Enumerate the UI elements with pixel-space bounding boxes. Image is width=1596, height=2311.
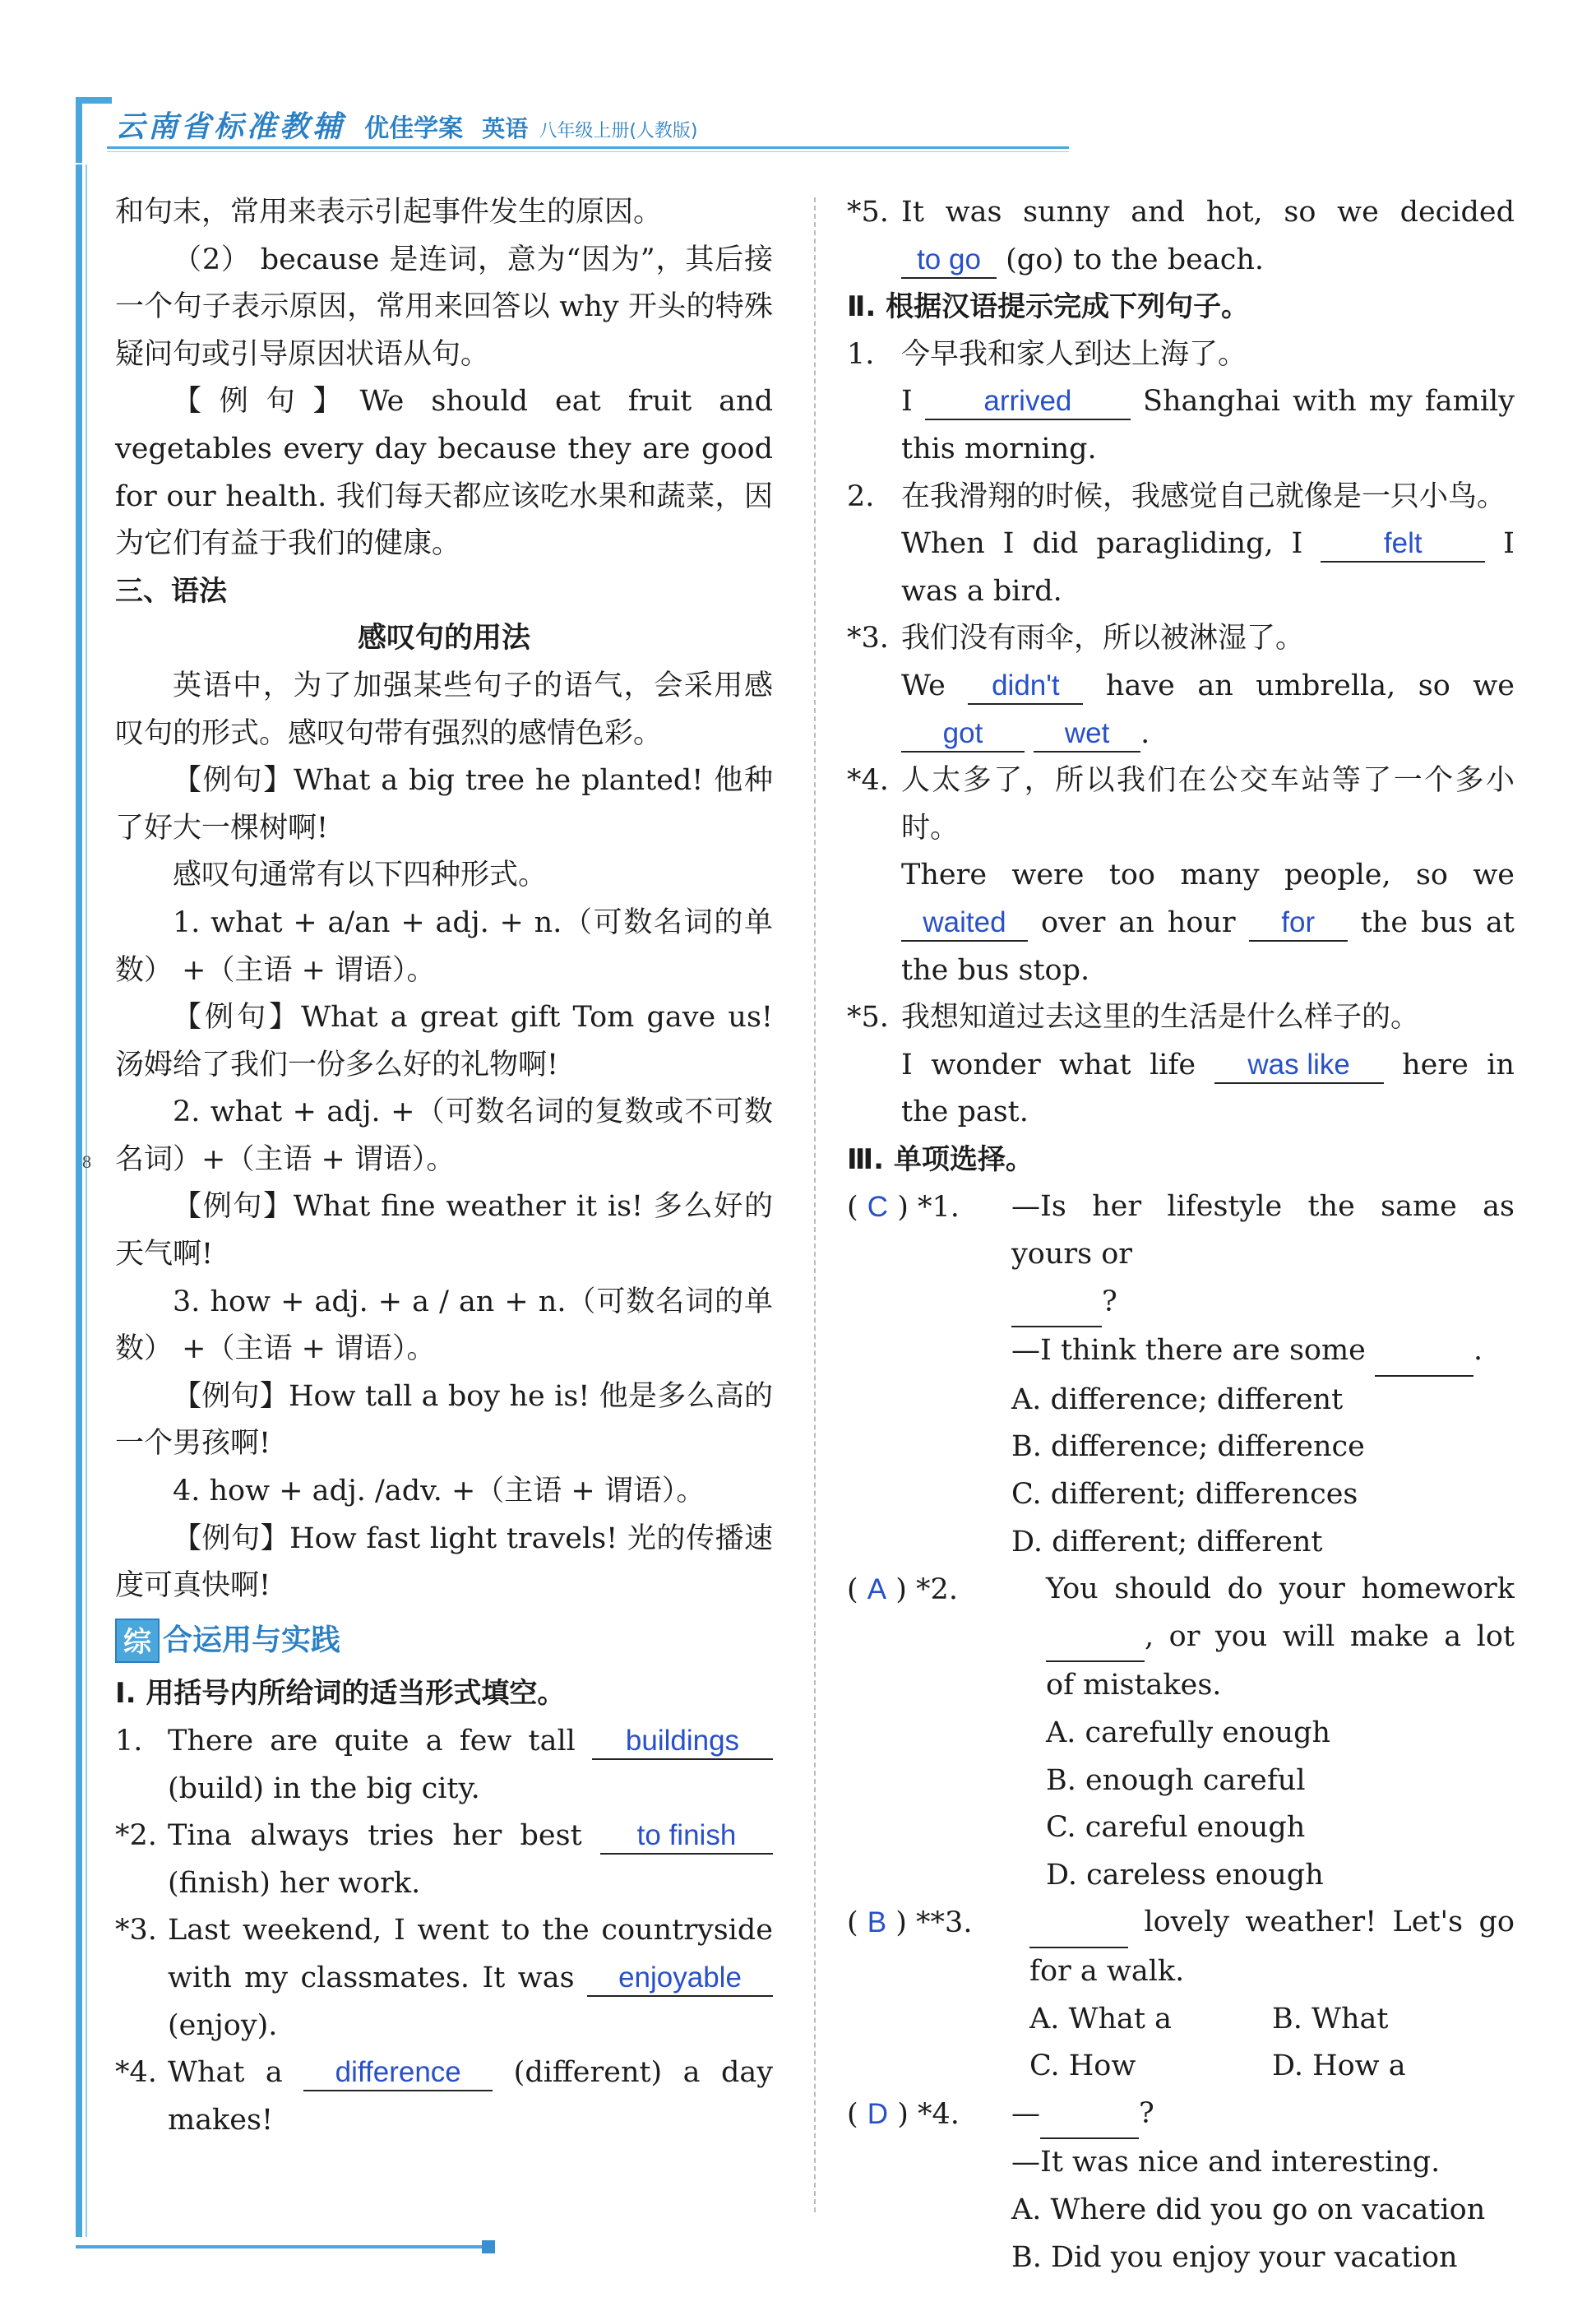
option[interactable]: D. careless enough [1046,1858,1324,1892]
formula: 2. what + adj. +（可数名词的复数或不可数名词）+（主语 + 谓语）。 [115,1095,773,1176]
question-number: *4. [847,764,889,798]
section-heading: 三、语法 [115,574,227,608]
paragraph: 感叹句通常有以下四种形式。 [173,859,548,892]
option[interactable]: D. different; different [1011,1525,1323,1558]
question-text: —Is her lifestyle the same as yours or [1011,1190,1515,1271]
question-text: the bus at the bus stop. [901,905,1515,987]
option[interactable]: B. enough careful [1046,1763,1306,1797]
question-number: *4. [917,2097,960,2131]
answer-blank[interactable]: waited [901,905,1028,942]
question-text: —I think there are some [1011,1334,1366,1368]
question-text: — [1011,2096,1040,2130]
bottom-rule [76,2245,485,2248]
option[interactable]: A. What a [1029,2002,1172,2035]
part-heading: Ⅱ. 根据汉语提示完成下列句子。 [847,290,1250,324]
answer-blank[interactable]: to go [901,243,997,279]
mc-question [847,2091,1515,2281]
question-text: have an umbrella, so we [1105,669,1515,702]
question-number: *2. [115,1819,157,1853]
question-number: *3. [115,1914,157,1947]
frame-corner [76,97,112,163]
column-divider [814,197,816,2212]
question-text: here in the past. [901,1048,1515,1129]
answer-blank[interactable]: was like [1214,1048,1384,1084]
question-text: Tina always tries her best [168,1819,582,1853]
mc-question [847,1566,1515,1899]
question-text: (build) in the big city. [168,1771,480,1805]
mc-prefix: ( D ) *4. [847,2097,960,2131]
question-number: *3. [847,622,889,655]
chinese-prompt: 今早我和家人到达上海了。 [901,337,1247,371]
option[interactable]: C. different; differences [1011,1478,1358,1512]
example-paragraph: 【例句】What a big tree he planted! 他种了好大一棵树啊! [115,764,773,845]
stem-blank [1375,1327,1473,1377]
question [847,615,1515,757]
stem-blank [1046,1614,1145,1663]
question [847,189,1515,284]
question [115,2049,773,2144]
chinese-prompt: 人太多了，所以我们在公交车站等了一个多小时。 [901,764,1515,845]
paragraph: 英语中，为了加强某些句子的语气，会采用感叹句的形式。感叹句带有强烈的感情色彩。 [115,669,773,750]
question-text: I wonder what life [901,1048,1196,1081]
header-rule-thin [107,151,1069,152]
mc-prefix: ( B ) **3. [847,1906,973,1940]
mc-prefix: ( A ) *2. [847,1573,958,1607]
part-heading: Ⅰ. 用括号内所给词的适当形式填空。 [115,1677,566,1711]
option[interactable]: C. careful enough [1046,1811,1306,1845]
brand-name: 优佳学案 [364,114,464,143]
mc-prefix: ( C ) *1. [847,1191,960,1225]
question-number: 2. [847,479,875,513]
option[interactable]: B. Did you enjoy your vacation [1011,2240,1458,2274]
answer-blank[interactable]: didn't [968,669,1083,705]
option-row [1029,2043,1515,2091]
example-paragraph: 【例句】What fine weather it is! 多么好的天气啊! [115,1190,773,1271]
question-text: —It was nice and interesting. [1011,2146,1441,2179]
question-text: (enjoy). [168,2008,278,2042]
question-text: over an hour [1041,905,1236,939]
mc-answer[interactable]: D [867,2097,889,2130]
stem-blank [1029,1899,1128,1948]
option-row [1029,1996,1515,2044]
answer-blank[interactable]: buildings [592,1724,773,1760]
chinese-prompt: 在我滑翔的时候，我感觉自己就像是一只小鸟。 [901,479,1506,513]
mc-question [847,1899,1515,2090]
side-bar [76,164,82,2237]
question [847,331,1515,474]
example-paragraph: 【例句】How tall a boy he is! 他是多么高的一个男孩啊! [115,1379,773,1461]
question [847,994,1515,1137]
banner-badge: 综 [115,1619,160,1663]
mc-answer[interactable]: C [867,1191,889,1224]
answer-blank[interactable]: for [1249,905,1348,942]
option[interactable]: A. Where did you go on vacation [1011,2193,1486,2226]
question [115,1718,773,1813]
question-text: . [1473,1334,1483,1368]
question-text: There were too many people, so we [901,859,1515,892]
question-text: (go) to the beach. [1006,243,1265,276]
paragraph: 和句末，常用来表示引起事件发生的原因。 [115,196,663,229]
grade-label: 八年级上册(人教版) [539,121,698,141]
option[interactable]: A. carefully enough [1046,1716,1331,1749]
question-number: *5. [847,196,889,229]
question-number: *5. [847,1001,889,1035]
stem-blank [1011,1279,1102,1328]
right-column [847,189,1515,2281]
question-text: What a [168,2056,283,2090]
question-text: You should do your homework [1046,1572,1515,1606]
option[interactable]: C. How [1029,2049,1136,2083]
option[interactable]: A. difference; different [1011,1382,1344,1416]
grammar-title: 感叹句的用法 [357,622,530,655]
question-text: I was a bird. [901,527,1515,608]
question-number: **3. [916,1906,973,1940]
question-text: . [1140,716,1150,750]
page-number: 8 [82,1151,91,1172]
stem-blank [1040,2091,1139,2140]
part-heading: Ⅲ. 单项选择。 [847,1142,1034,1176]
question [115,1907,773,2049]
question-text: It was sunny and hot, so we decided [901,196,1515,229]
question-text: (finish) her work. [168,1866,421,1900]
subject-name: 英语 [482,115,529,142]
answer-blank[interactable]: to finish [600,1818,773,1855]
example-paragraph: 【例句】How fast light travels! 光的传播速度可真快啊! [115,1521,773,1603]
formula: 1. what + a/an + adj. + n.（可数名词的单数） +（主语 + 谓语）。 [115,905,773,987]
mc-answer[interactable]: A [867,1573,887,1606]
option[interactable]: B. difference; difference [1011,1430,1365,1464]
question-text: (different) a day makes! [168,2056,773,2137]
mc-answer[interactable]: B [867,1906,887,1939]
question [115,1813,773,1907]
question-number: *4. [115,2056,157,2090]
paragraph: （2） because 是连词，意为“因为”，其后接一个句子表示原因，常用来回答以 why 开头的特殊疑问句或引导原因状语从句。 [115,243,773,371]
header-rule [107,146,1069,149]
answer-blank[interactable]: felt [1321,526,1485,563]
series-name: 云南省标准教辅 [115,110,346,144]
question-text: ? [1139,2096,1154,2130]
side-bar-thin [86,164,87,2237]
question-text: There are quite a few tall [168,1725,576,1758]
question-text: lovely weather! Let's go for a walk. [1029,1906,1515,1988]
answer-blank[interactable]: difference [303,2055,493,2091]
example-paragraph: 【例句】What a great gift Tom gave us! 汤姆给了我们一份多么好的礼物啊! [115,1001,773,1081]
formula: 4. how + adj. /adv. +（主语 + 谓语）。 [173,1475,705,1508]
left-column [115,189,773,2144]
option[interactable]: D. How a [1272,2049,1406,2083]
page-header [115,104,697,146]
question-text: I [901,385,913,419]
question-number: *1. [917,1191,960,1225]
question-number: 1. [847,337,875,371]
option[interactable]: B. What [1272,2002,1389,2035]
question-text: We [901,669,946,702]
chinese-prompt: 我们没有雨伞，所以被淋湿了。 [901,622,1305,655]
question [847,757,1515,994]
question-text: , or you will make a lot of mistakes. [1046,1619,1515,1702]
question-text: When I did paragliding, I [901,527,1303,561]
answer-blank[interactable]: got [901,716,1025,753]
question-number: 1. [115,1725,143,1758]
bottom-square [482,2240,495,2253]
answer-blank[interactable]: wet [1034,716,1140,753]
question-number: *2. [916,1573,958,1607]
example-paragraph: 【例句】We should eat fruit and vegetables every day because they are good for our health. 我们每天都应该吃水果和蔬菜，因为它们有益于我们的健康。 [115,385,773,561]
mc-question [847,1183,1515,1566]
formula: 3. how + adj. + a / an + n.（可数名词的单数） +（主语 + 谓语）。 [115,1285,773,1366]
question-text: Shanghai with my family this morning. [901,385,1515,465]
answer-blank[interactable]: enjoyable [587,1961,773,1997]
chinese-prompt: 我想知道过去这里的生活是什么样子的。 [901,1001,1420,1035]
practice-banner [115,1617,773,1665]
question-text: ? [1102,1285,1117,1318]
question [847,474,1515,616]
question-text: Last weekend, I went to the countryside with my classmates. It was [168,1914,773,1994]
answer-blank[interactable]: arrived [925,384,1131,420]
banner-text: 合运用与实践 [163,1623,341,1657]
